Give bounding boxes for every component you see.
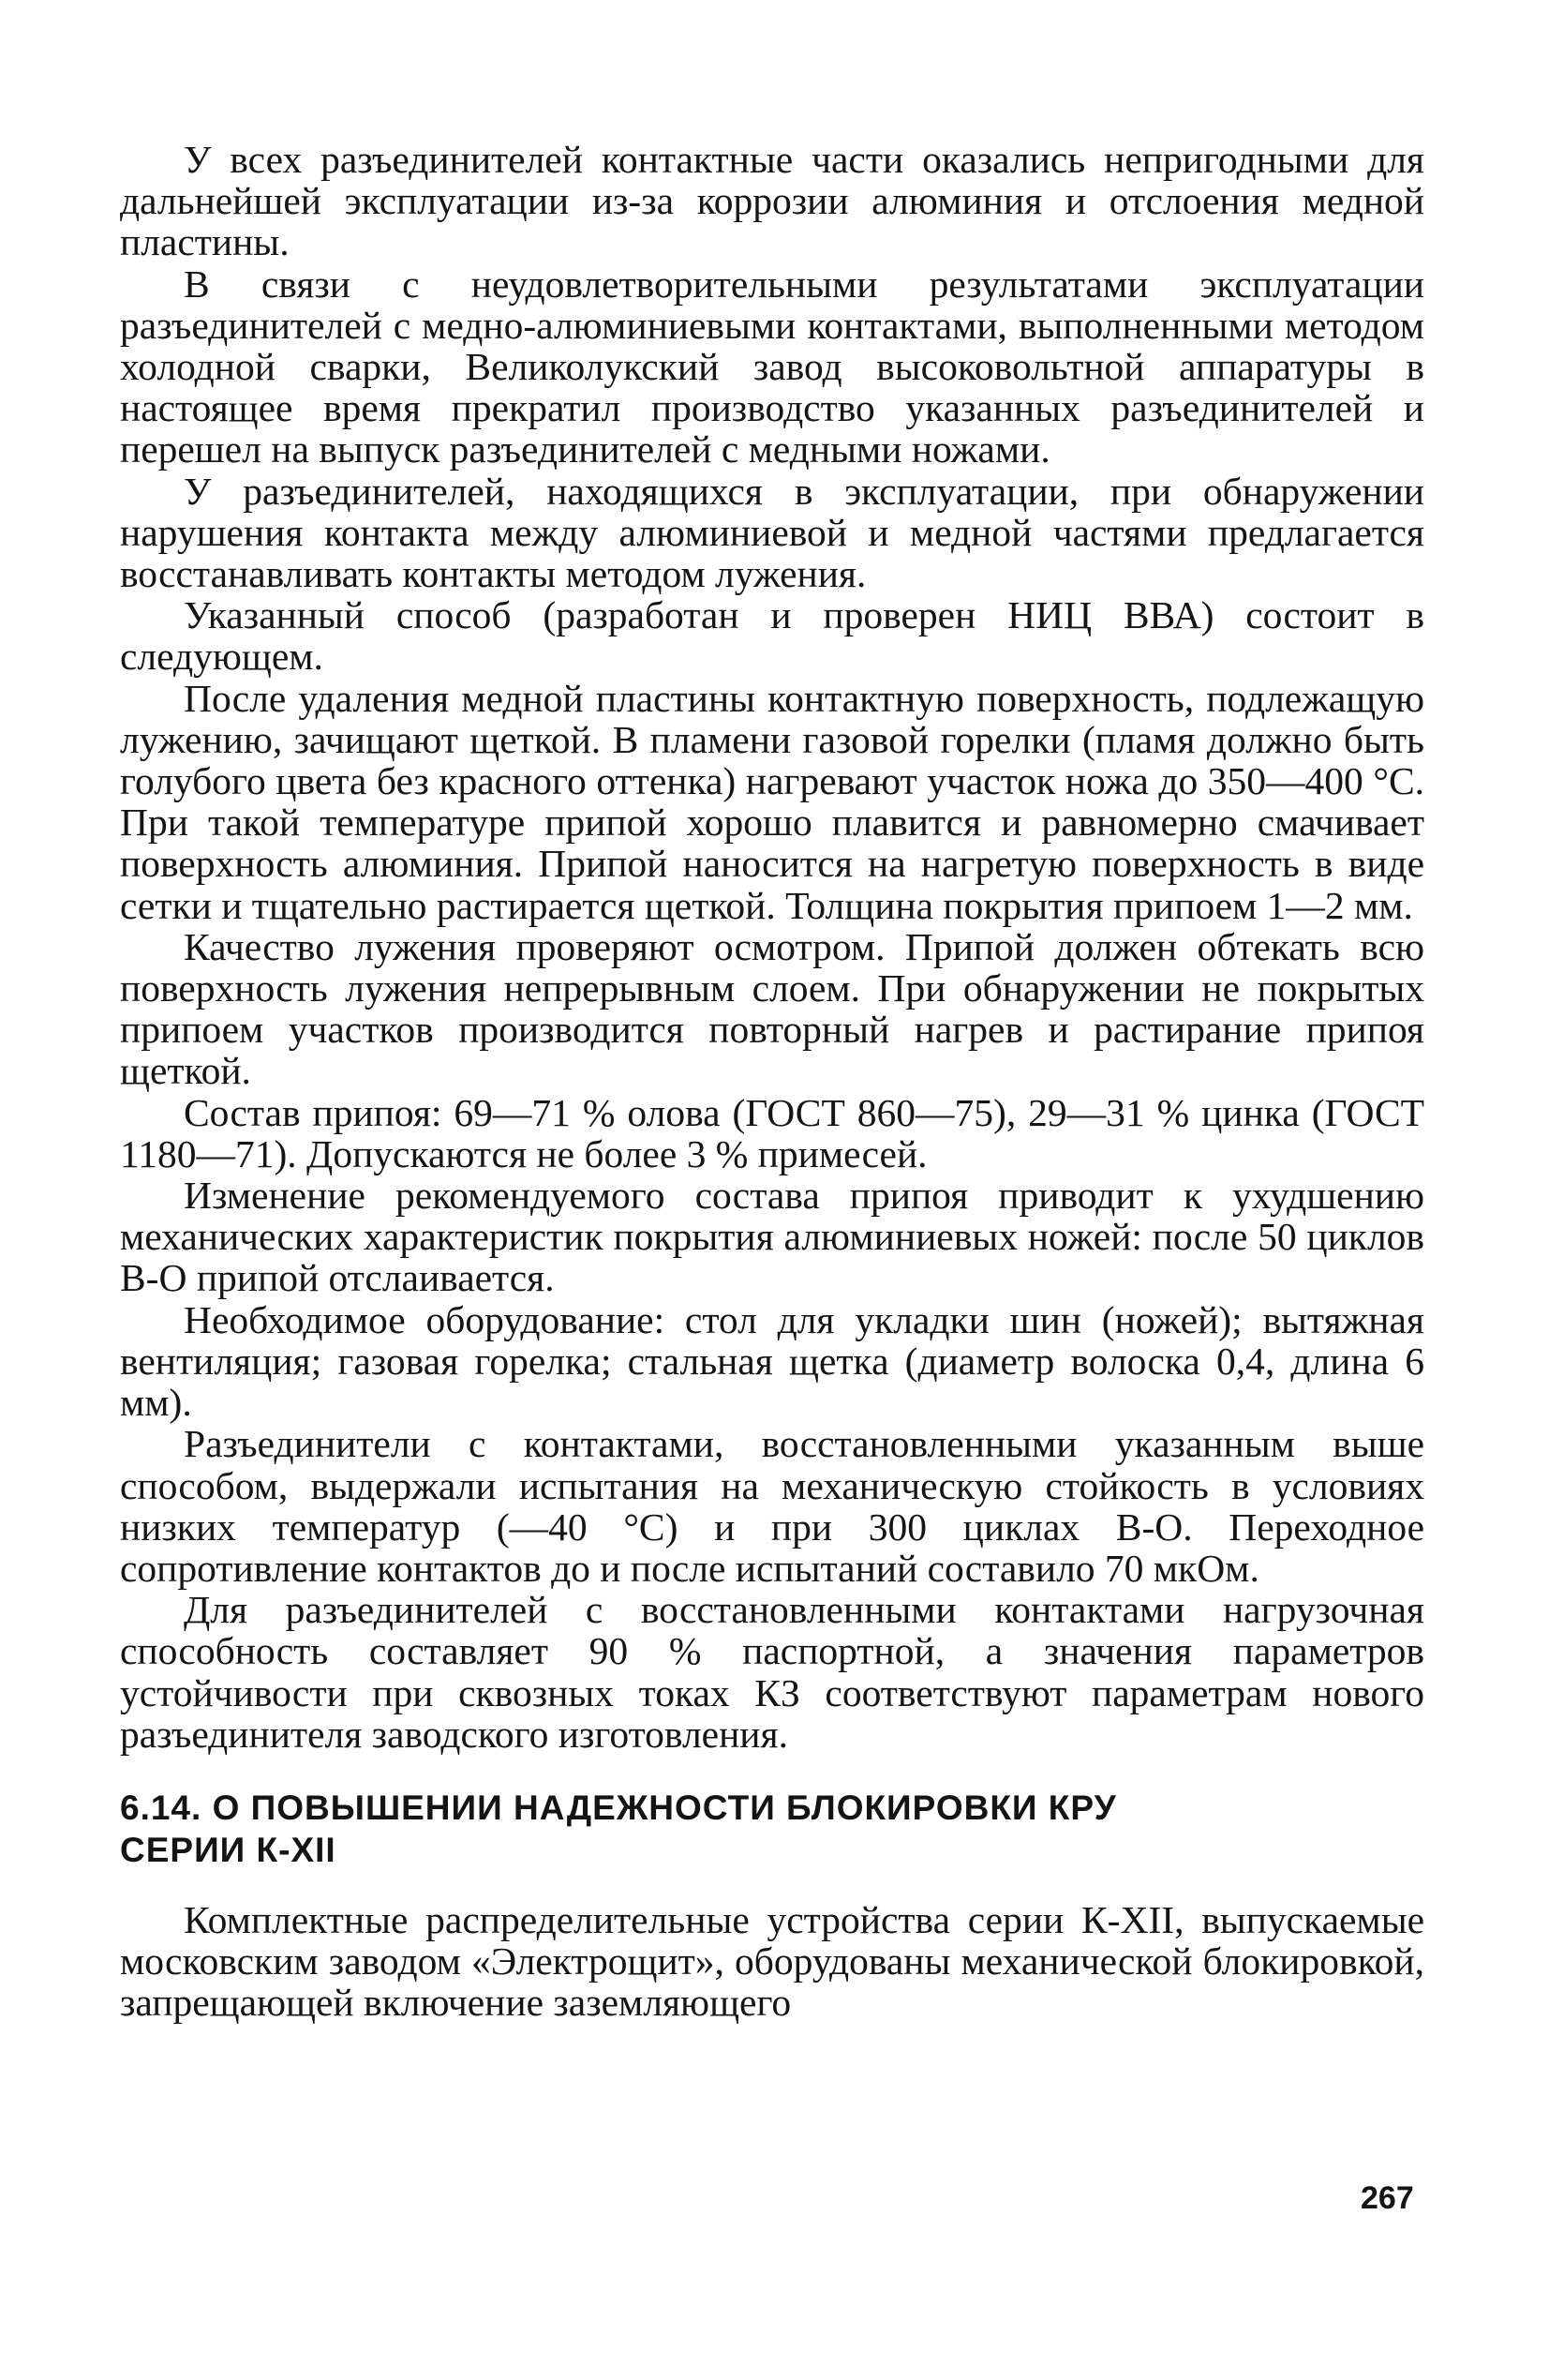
paragraph: Состав припоя: 69—71 % олова (ГОСТ 860—75), 29—31 % цинка (ГОСТ 1180—71). Допускаются не более 3 % примесей. xyxy=(120,1090,1424,1175)
section-heading-line: СЕРИИ К-XII xyxy=(120,1830,336,1869)
paragraph: Изменение рекомендуемого состава припоя приводит к ухудшению механических характеристик покрытия алюминиевых ножей: после 50 циклов В-О припой отслаивается. xyxy=(120,1174,1424,1300)
paragraph: Необходимое оборудование: стол для укладки шин (ножей); вытяжная вентиляция; газовая горелка; стальная щетка (диаметр волоска 0,4, длина 6 мм). xyxy=(120,1297,1424,1425)
paragraph: В связи с неудовлетворительными результатами эксплуатации разъединителей с медно-алюминиевыми контактами, выполненными методом холодной сварки, Великолукский завод высоковольтной аппаратуры в настоящее время прекратил производство указанных разъединителей и перешел на выпуск разъединителей с медными ножами. xyxy=(120,262,1424,472)
page-body xyxy=(120,139,1424,2024)
paragraph: Комплектные распределительные устройства серии К-XII, выпускаемые московским заводом «Электрощит», оборудованы механической блокировкой, запрещающей включение заземляющего xyxy=(120,1897,1424,2025)
paragraph: Указанный способ (разработан и проверен НИЦ ВВА) состоит в следующем. xyxy=(120,593,1424,679)
paragraph: Разъединители с контактами, восстановленными указанным выше способом, выдержали испытания на механическую стойкость в условиях низких температур (—40 °С) и при 300 циклах В-О. Переходное сопротивление контактов до и после испытаний составило 70 мкОм. xyxy=(120,1422,1424,1590)
page-number: 267 xyxy=(1361,2180,1414,2216)
paragraph: У всех разъединителей контактные части оказались непригодными для дальнейшей эксплуатации из-за коррозии алюминия и отслоения медной пластины. xyxy=(120,138,1424,264)
paragraph: Качество лужения проверяют осмотром. Припой должен обтекать всю поверхность лужения непрерывным слоем. При обнаружении не покрытых припоем участков производится повторный нагрев и растирание припоя щеткой. xyxy=(120,924,1424,1093)
paragraph: Для разъединителей с восстановленными контактами нагрузочная способность составляет 90 % паспортной, а значения параметров устойчивости при сквозных токах КЗ соответствуют параметрам нового разъединителя заводского изготовления. xyxy=(120,1588,1424,1756)
paragraph: После удаления медной пластины контактную поверхность, подлежащую лужению, зачищают щеткой. В пламени газовой горелки (пламя должно быть голубого цвета без красного оттенка) нагревают участок ножа до 350—400 °С. При такой температуре припой хорошо плавится и равномерно смачивает поверхность алюминия. Припой наносится на нагретую поверхность в виде сетки и тщательно растирается щеткой. Толщина покрытия припоем 1—2 мм. xyxy=(120,676,1424,927)
section-heading-line: 6.14. О ПОВЫШЕНИИ НАДЕЖНОСТИ БЛОКИРОВКИ КРУ xyxy=(120,1788,1117,1827)
paragraph: У разъединителей, находящихся в эксплуатации, при обнаружении нарушения контакта между алюминиевой и медной частями предлагается восстанавливать контакты методом лужения. xyxy=(120,469,1424,596)
section-heading xyxy=(120,1787,1424,1871)
